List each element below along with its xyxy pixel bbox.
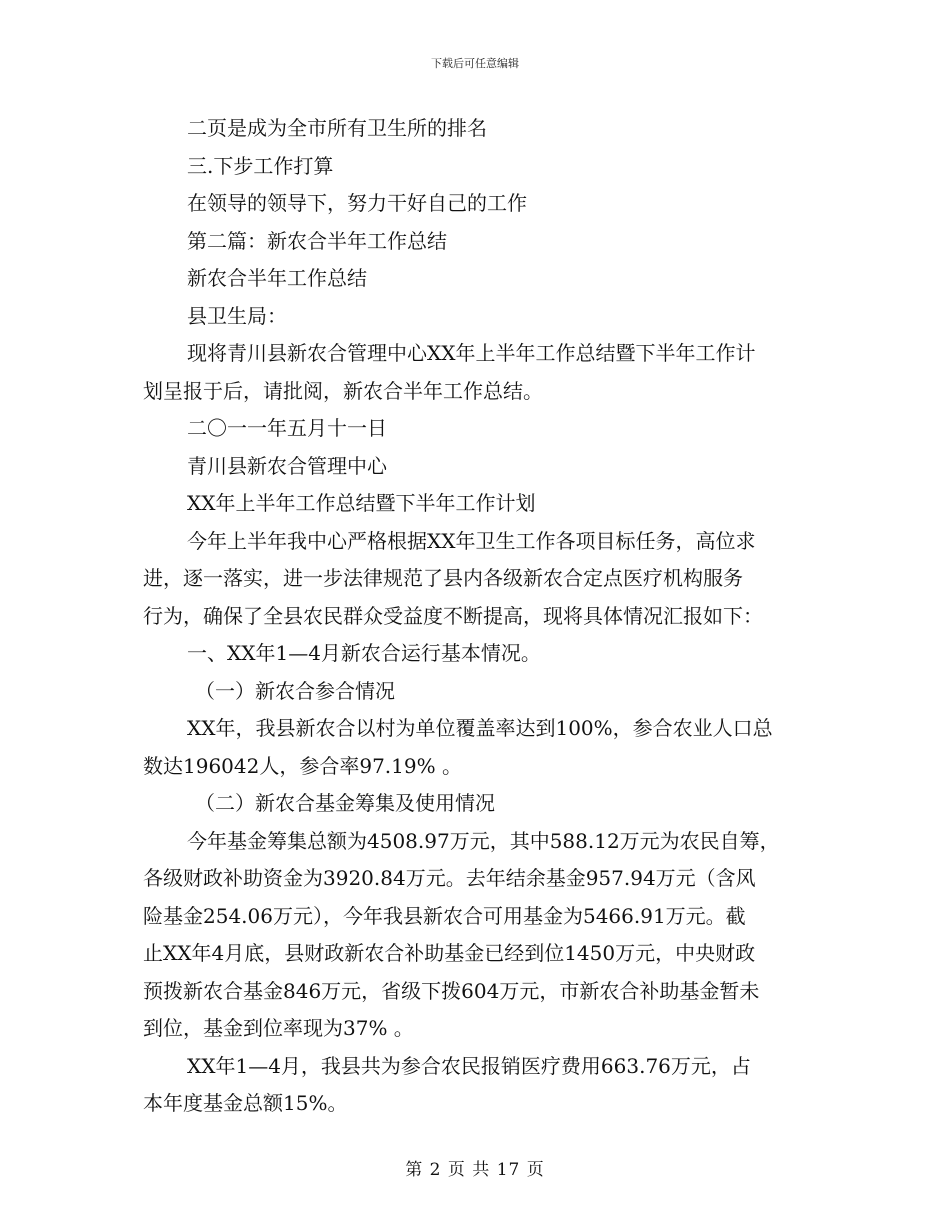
text-line: 今年上半年我中心严格根据XX年卫生工作各项目标任务，高位求 [187,528,756,553]
salutation: 县卫生局： [187,303,287,328]
text-line: 预拨新农合基金846万元，省级下拨604万元，市新农合补助基金暂未 [143,978,760,1003]
text-line: 进，逐一落实，进一步法律规范了县内各级新农合定点医疗机构服务 [143,566,743,590]
document-title: 新农合半年工作总结 [187,266,367,290]
date-line: 二〇一一年五月十一日 [187,416,387,440]
text-line: 止XX年4月底，县财政新农合补助基金已经到位1450万元，中央财政 [143,941,756,965]
text-line: 划呈报于后，请批阅，新农合半年工作总结。 [143,378,543,403]
section-heading: 一、XX年1—4月新农合运行基本情况。 [187,641,541,665]
text-line: 到位，基金到位率现为37% 。 [143,1016,414,1040]
section-heading: 第二篇：新农合半年工作总结 [187,228,447,253]
text-line: 二页是成为全市所有卫生所的排名 [187,116,487,140]
subsection-heading: （二）新农合基金筹集及使用情况 [195,791,495,815]
page-header: 下载后可任意编辑 [431,57,519,70]
text-line: XX年1—4月，我县共为参合农民报销医疗费用663.76万元，占 [187,1053,751,1078]
document-body [143,110,815,1123]
report-title: XX年上半年工作总结暨下半年工作计划 [187,491,536,515]
text-line: 行为，确保了全县农民群众受益度不断提高，现将具体情况汇报如下： [143,603,763,628]
text-line: 本年度基金总额15%。 [143,1091,348,1115]
page-number-footer: 第 2 页 共 17 页 [405,1160,545,1180]
text-line: 在领导的领导下，努力干好自己的工作 [187,191,527,215]
text-line: 三.下步工作打算 [187,153,334,178]
organization-line: 青川县新农合管理中心 [187,453,387,478]
text-line: 各级财政补助资金为3920.84万元。去年结余基金957.94万元（含风 [143,866,756,890]
text-line: 今年基金筹集总额为4508.97万元，其中588.12万元为农民自筹， [187,828,780,853]
text-line: XX年，我县新农合以村为单位覆盖率达到100%，参合农业人口总 [187,716,773,740]
text-line: 数达196042人，参合率97.19% 。 [143,753,462,778]
text-line: 险基金254.06万元），今年我县新农合可用基金为5466.91万元。截 [143,903,746,928]
text-line: 现将青川县新农合管理中心XX年上半年工作总结暨下半年工作计 [187,341,756,365]
subsection-heading: （一）新农合参合情况 [195,678,395,703]
